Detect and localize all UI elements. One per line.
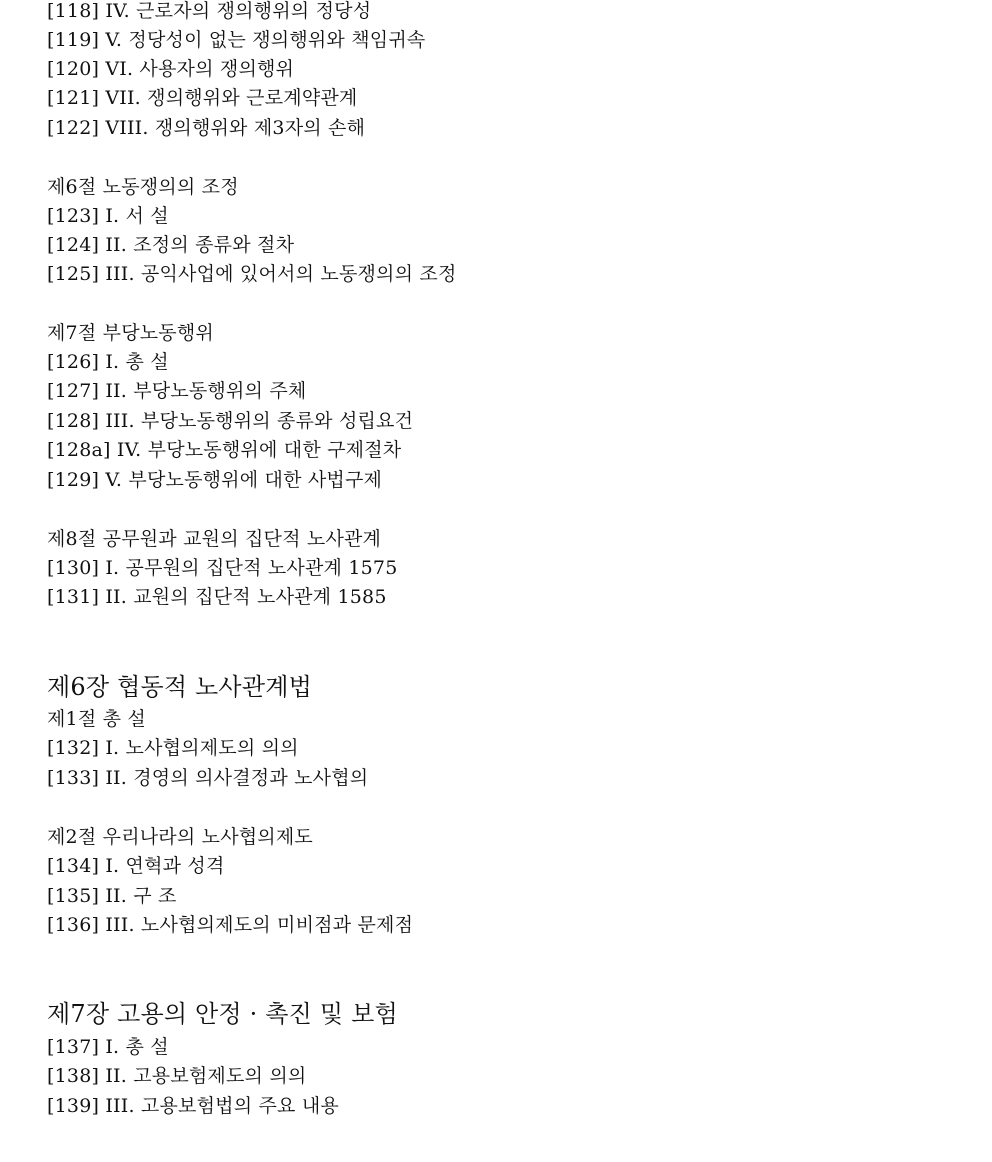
toc-entry: [139] III. 고용보험법의 주요 내용 xyxy=(47,1095,339,1117)
section-heading: 제2절 우리나라의 노사협의제도 xyxy=(47,826,313,848)
toc-entry: [135] II. 구 조 xyxy=(47,885,177,907)
toc-entry: [138] II. 고용보험제도의 의의 xyxy=(47,1065,307,1087)
toc-entry: [128a] IV. 부당노동행위에 대한 구제절차 xyxy=(47,439,402,461)
section-heading: 제8절 공무원과 교원의 집단적 노사관계 xyxy=(47,528,382,550)
toc-entry: [131] II. 교원의 집단적 노사관계 1585 xyxy=(47,586,387,608)
toc-entry: [119] V. 정당성이 없는 쟁의행위와 책임귀속 xyxy=(47,29,426,51)
toc-entry: [136] III. 노사협의제도의 미비점과 문제점 xyxy=(47,914,414,936)
toc-entry: [118] IV. 근로자의 쟁의행위의 정당성 xyxy=(47,0,372,22)
toc-entry: [134] I. 연혁과 성격 xyxy=(47,855,225,877)
toc-entry: [126] I. 총 설 xyxy=(47,351,169,373)
toc-entry: [125] III. 공익사업에 있어서의 노동쟁의의 조정 xyxy=(47,263,457,285)
toc-entry: [124] II. 조정의 종류와 절차 xyxy=(47,234,295,256)
chapter-heading: 제7장 고용의 안정 · 촉진 및 보험 xyxy=(47,1000,398,1028)
toc-entry: [127] II. 부당노동행위의 주체 xyxy=(47,380,307,402)
toc-entry: [120] VI. 사용자의 쟁의행위 xyxy=(47,58,295,80)
toc-entry: [129] V. 부당노동행위에 대한 사법구제 xyxy=(47,469,383,491)
toc-entry: [123] I. 서 설 xyxy=(47,205,169,227)
toc-entry: [137] I. 총 설 xyxy=(47,1036,169,1058)
section-heading: 제1절 총 설 xyxy=(47,708,146,730)
toc-entry: [128] III. 부당노동행위의 종류와 성립요건 xyxy=(47,410,414,432)
section-heading: 제7절 부당노동행위 xyxy=(47,322,214,344)
toc-entry: [132] I. 노사협의제도의 의의 xyxy=(47,737,299,759)
toc-entry: [130] I. 공무원의 집단적 노사관계 1575 xyxy=(47,557,398,579)
toc-entry: [121] VII. 쟁의행위와 근로계약관계 xyxy=(47,87,358,109)
section-heading: 제6절 노동쟁의의 조정 xyxy=(47,176,239,198)
toc-entry: [122] VIII. 쟁의행위와 제3자의 손해 xyxy=(47,117,366,139)
chapter-heading: 제6장 협동적 노사관계법 xyxy=(47,673,312,701)
toc-entry: [133] II. 경영의 의사결정과 노사협의 xyxy=(47,767,369,789)
